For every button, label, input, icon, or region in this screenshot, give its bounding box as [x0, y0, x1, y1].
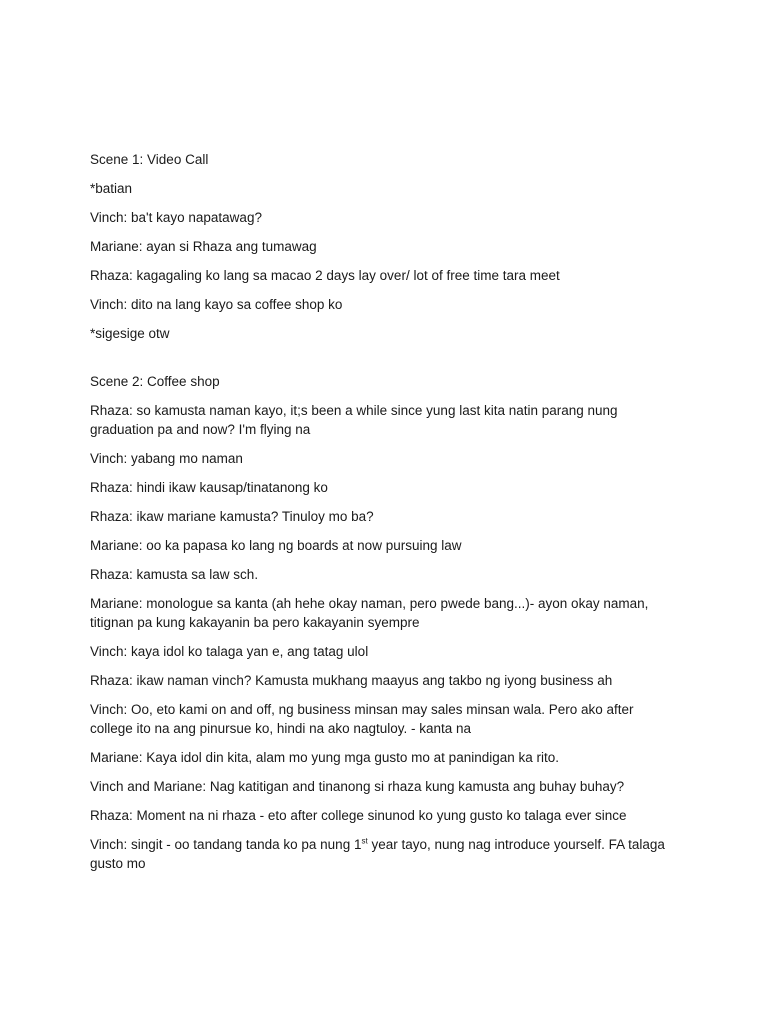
scene-1-line: *batian [90, 181, 133, 196]
scene-2-line: Rhaza: kamusta sa law sch. [90, 567, 259, 582]
scene-1-line: Vinch: ba't kayo napatawag? [90, 210, 262, 225]
scene-2-last-line [90, 835, 680, 873]
scene-2-line: Vinch: yabang mo naman [90, 451, 243, 466]
scene-2-line: Rhaza: ikaw naman vinch? Kamusta mukhang maayus ang takbo ng iyong business ah [90, 673, 613, 688]
scene-2-line: Vinch and Mariane: Nag katitigan and tinanong si rhaza kung kamusta ang buhay buhay? [90, 779, 625, 794]
scene-2-line: Rhaza: so kamusta naman kayo, it;s been a while since yung last kita natin parang nung graduation pa and now? I'm flying na [90, 403, 618, 437]
scene-1-heading: Scene 1: Video Call [90, 152, 209, 167]
scene-1-line: Rhaza: kagagaling ko lang sa macao 2 days lay over/ lot of free time tara meet [90, 268, 560, 283]
document-body [90, 150, 680, 883]
last-line-after: year tayo, nung nag introduce yourself. FA talaga gusto mo [90, 837, 665, 871]
scene-2-line: Rhaza: Moment na ni rhaza - eto after college sinunod ko yung gusto ko talaga ever since [90, 808, 627, 823]
scene-spacer [90, 353, 680, 372]
last-line-before: Vinch: singit - oo tandang tanda ko pa nung 1 [90, 837, 362, 852]
scene-2-line: Mariane: Kaya idol din kita, alam mo yung mga gusto mo at panindigan ka rito. [90, 750, 560, 765]
scene-2-line: Vinch: kaya idol ko talaga yan e, ang tatag ulol [90, 644, 369, 659]
ordinal-superscript: st [361, 836, 368, 846]
scene-2-line: Mariane: monologue sa kanta (ah hehe okay naman, pero pwede bang...)- ayon okay naman, titignan pa kung kakayanin ba pero kakayanin syempre [90, 596, 649, 630]
scene-1-line: Vinch: dito na lang kayo sa coffee shop ko [90, 297, 343, 312]
scene-2-line: Mariane: oo ka papasa ko lang ng boards at now pursuing law [90, 538, 462, 553]
scene-2-line: Rhaza: hindi ikaw kausap/tinatanong ko [90, 480, 328, 495]
scene-1-line: Mariane: ayan si Rhaza ang tumawag [90, 239, 317, 254]
scene-1-line: *sigesige otw [90, 326, 170, 341]
scene-2-line: Vinch: Oo, eto kami on and off, ng business minsan may sales minsan wala. Pero ako after college ito na ang pinursue ko, hindi na ako nagtuloy. - kanta na [90, 702, 634, 736]
scene-2-line: Rhaza: ikaw mariane kamusta? Tinuloy mo ba? [90, 509, 374, 524]
scene-2-heading: Scene 2: Coffee shop [90, 374, 220, 389]
